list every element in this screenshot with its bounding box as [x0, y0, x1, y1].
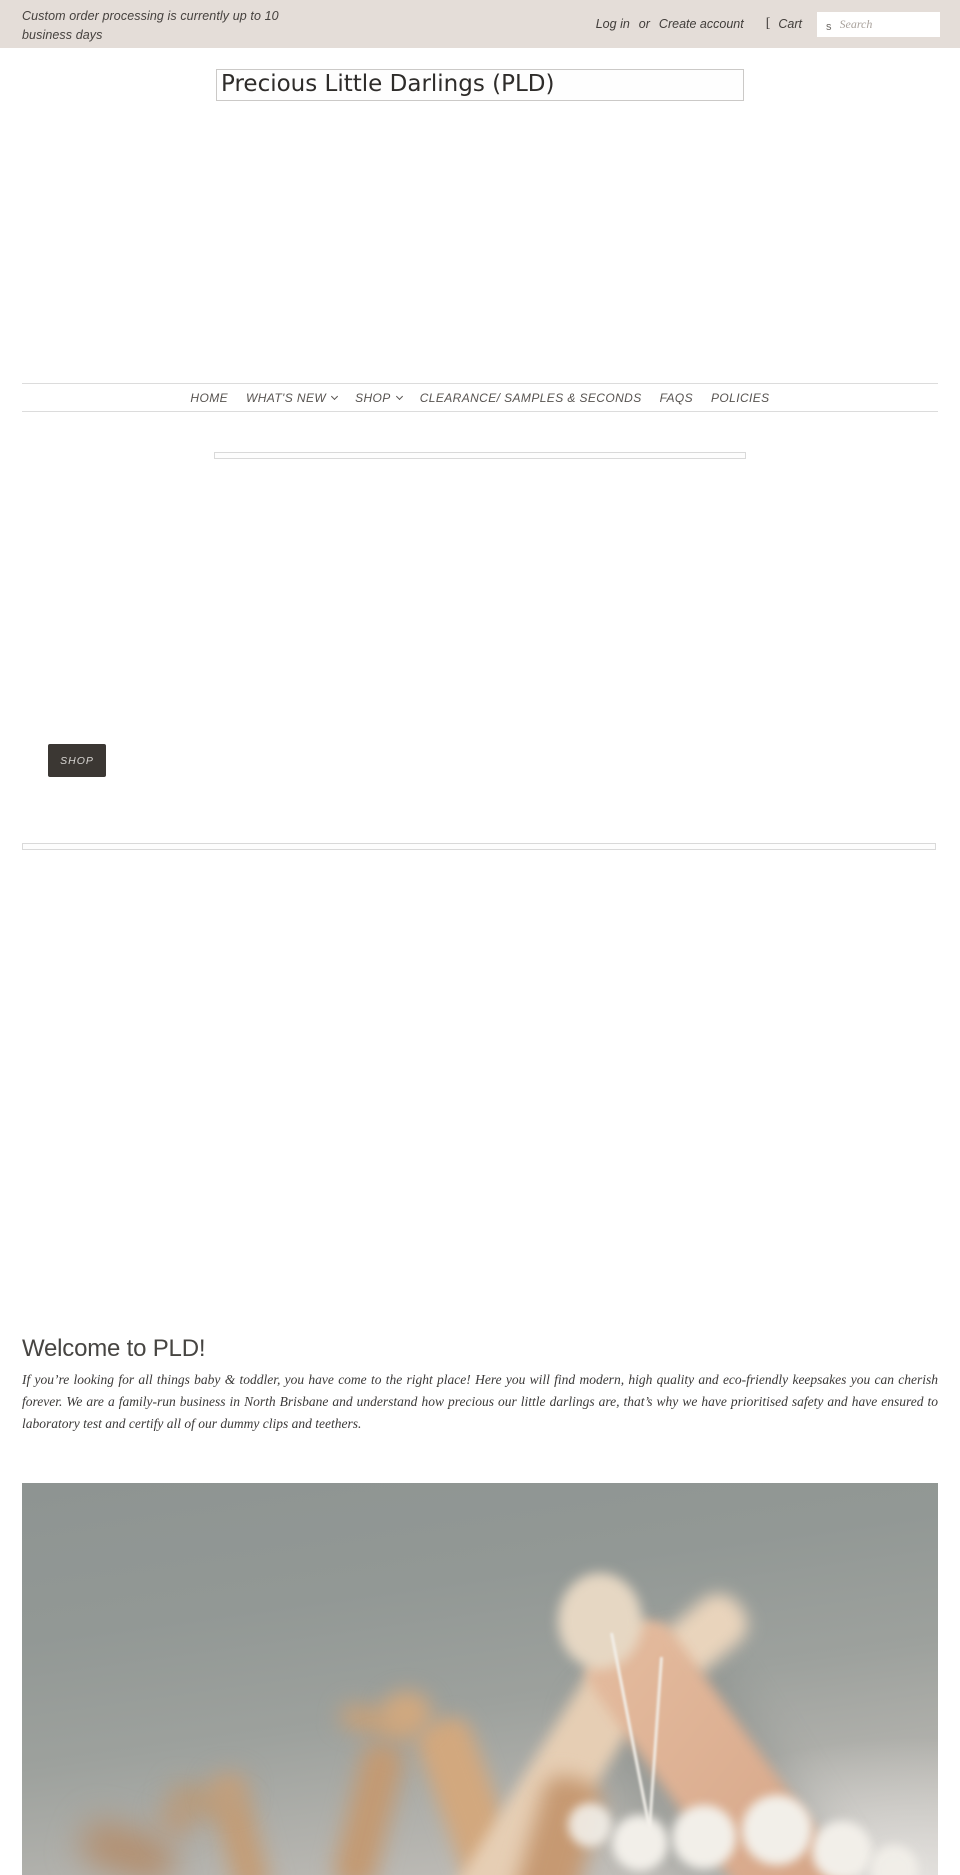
photo-peg-medium-knob — [382, 1691, 432, 1735]
announcement-bar — [0, 0, 960, 48]
photo-pompom — [612, 1815, 668, 1871]
nav-item-home[interactable] — [181, 391, 237, 405]
nav-label: HOME — [190, 390, 229, 405]
topbar-actions — [596, 0, 940, 48]
nav-item-faqs[interactable] — [651, 391, 702, 405]
chevron-down-icon — [331, 392, 338, 399]
chevron-down-icon — [396, 392, 403, 399]
nav-label: POLICIES — [711, 390, 770, 405]
nav-label: WHAT'S NEW — [246, 390, 327, 405]
cart-icon: [ — [765, 16, 771, 31]
create-account-link[interactable]: Create account — [658, 17, 744, 31]
site-title: Precious Little Darlings (PLD) — [221, 71, 555, 97]
welcome-heading: Welcome to PLD! — [22, 1335, 206, 1362]
cart-label: Cart — [778, 17, 802, 31]
photo-pompom — [742, 1795, 812, 1865]
or-text: or — [638, 17, 650, 31]
nav-label: CLEARANCE/ SAMPLES & SECONDS — [419, 390, 642, 405]
nav-label: SHOP — [355, 390, 391, 405]
nav-item-policies[interactable] — [702, 391, 779, 405]
cart-link[interactable] — [766, 16, 802, 32]
nav-item-whats-new[interactable] — [237, 391, 346, 405]
search-box — [817, 12, 940, 37]
hero-photo-wooden-pegs — [22, 1483, 938, 1875]
welcome-paragraph: If you’re looking for all things baby & toddler, you have come to the right place! Here you will find modern, high quality and eco-friendly keepsakes you can cherish forever. We are a family-run business in North Brisbane and understand how precious our little darlings are, that’s why we have prioritised safety and have ensured to laboratory test and certify all of our dummy clips and teethers. — [22, 1372, 938, 1431]
search-icon: s — [826, 20, 832, 33]
photo-peg-medium-leg-left — [330, 1738, 407, 1875]
nav-item-clearance-samples-seconds[interactable] — [411, 391, 651, 405]
search-input[interactable] — [832, 12, 941, 37]
photo-pompom — [812, 1821, 872, 1875]
photo-peg-big-knob — [558, 1573, 642, 1669]
photo-peg-small-knob — [210, 1773, 248, 1806]
photo-pompom — [672, 1805, 736, 1869]
site-logo[interactable] — [216, 69, 744, 101]
main-navigation — [22, 383, 938, 412]
photo-pompom — [568, 1803, 612, 1847]
announcement-text: Custom order processing is currently up to 10 business days — [22, 9, 279, 42]
photo-peg-small-leg — [214, 1796, 272, 1875]
shop-button[interactable]: SHOP — [48, 744, 106, 777]
broken-slideshow-image — [214, 452, 746, 459]
broken-image-placeholder — [22, 843, 936, 850]
nav-item-shop[interactable] — [346, 391, 411, 405]
login-link[interactable]: Log in — [595, 17, 630, 31]
nav-label: FAQS — [659, 390, 694, 405]
